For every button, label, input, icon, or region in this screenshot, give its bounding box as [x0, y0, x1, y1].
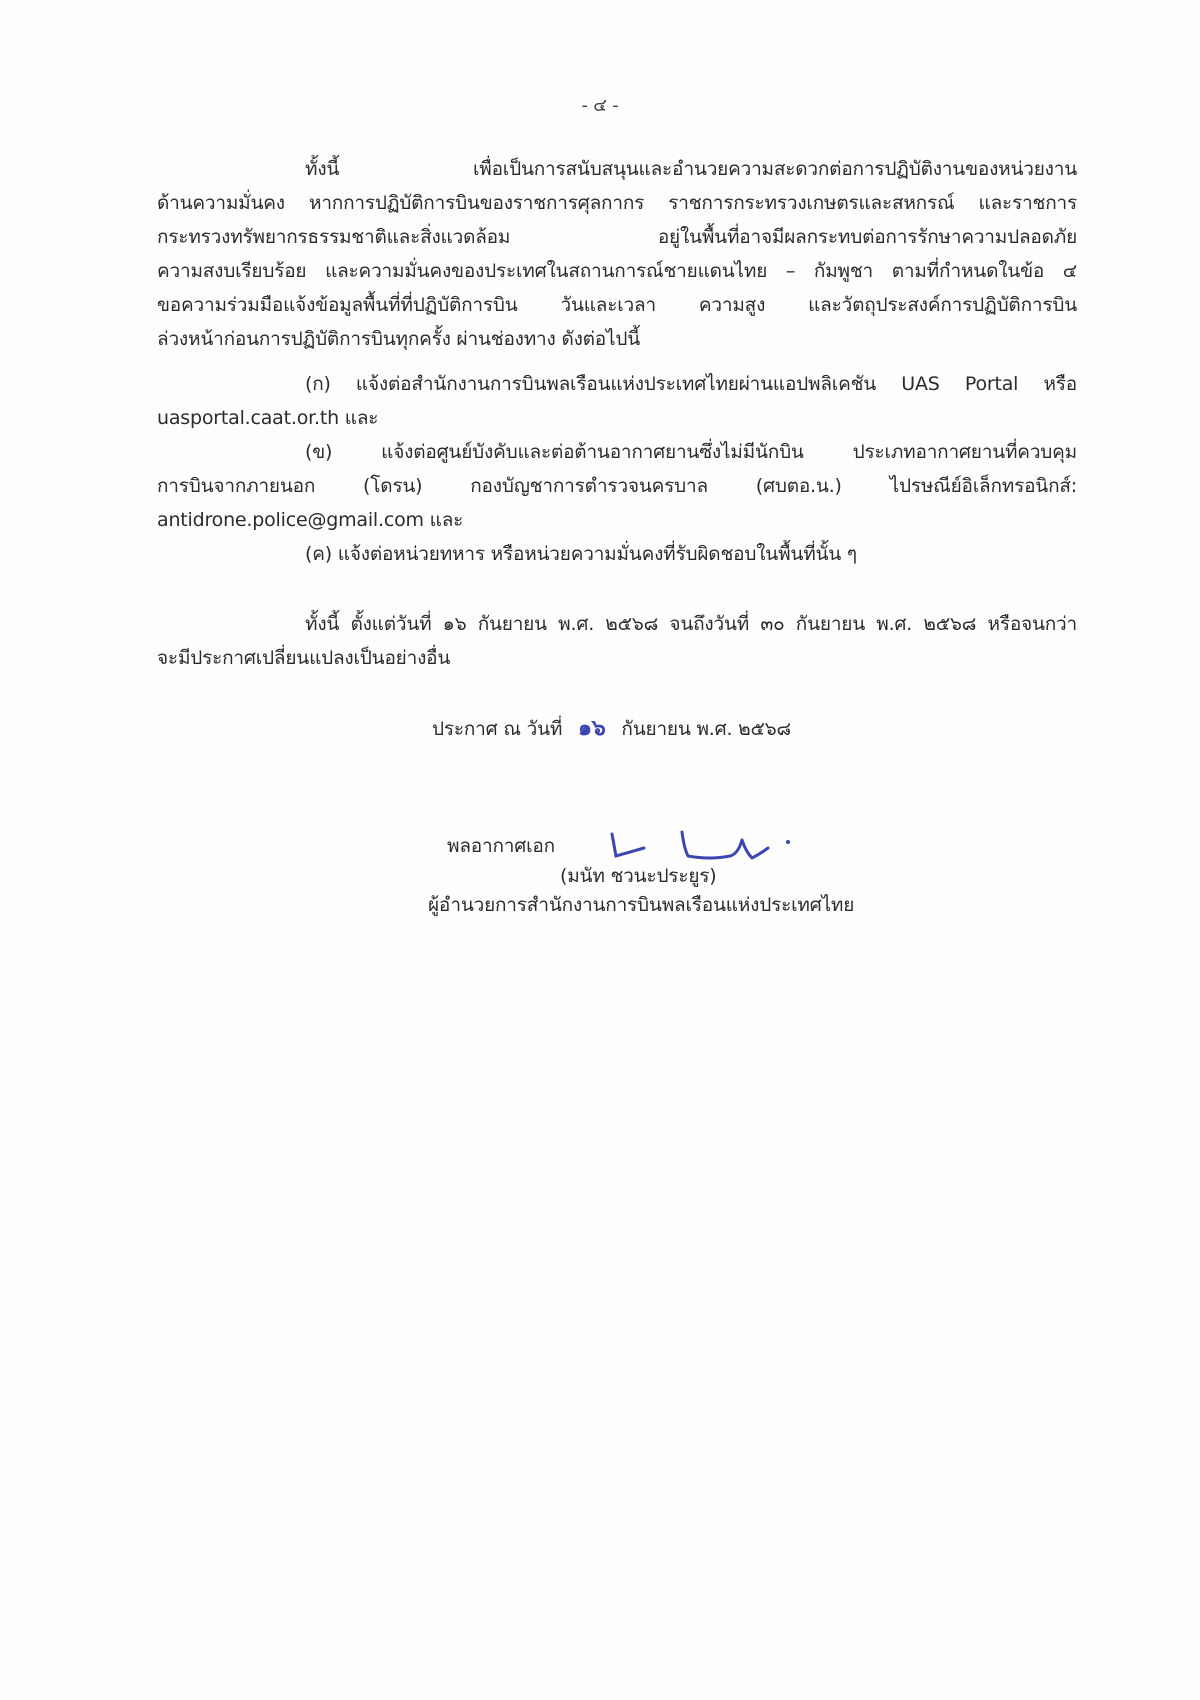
paragraph-2-line-2: จะมีประกาศเปลี่ยนแปลงเป็นอย่างอื่น: [157, 647, 451, 669]
item-kho-line-3-email: antidrone.police@gmail.com และ: [157, 509, 464, 531]
signer-name: (มนัท ชวนะประยูร): [560, 865, 717, 887]
paragraph-1-line-2: ด้านความมั่นคง หากการปฏิบัติการบินของราชการศุลกากร ราชการกระทรวงเกษตรและสหกรณ์ และราชการ: [157, 192, 1077, 214]
paragraph-2-line-1: ทั้งนี้ ตั้งแต่วันที่ ๑๖ กันยายน พ.ศ. ๒๕๖๘ จนถึงวันที่ ๓๐ กันยายน พ.ศ. ๒๕๖๘ หรือจนกว่า: [305, 613, 1077, 635]
signer-rank: พลอากาศเอก: [447, 835, 555, 857]
paragraph-1-line-6: ล่วงหน้าก่อนการปฏิบัติการบินทุกครั้ง ผ่านช่องทาง ดังต่อไปนี้: [157, 328, 641, 350]
paragraph-1-line-3: กระทรวงทรัพยากรธรรมชาติและสิ่งแวดล้อม อยู่ในพื้นที่อาจมีผลกระทบต่อการรักษาความปลอดภัย: [157, 226, 1077, 248]
item-kho-khwai-line-1: (ค) แจ้งต่อหน่วยทหาร หรือหน่วยความมั่นคงที่รับผิดชอบในพื้นที่นั้น ๆ: [305, 543, 857, 565]
handwritten-day: ๑๖: [578, 716, 606, 741]
item-kho-line-1: (ข) แจ้งต่อศูนย์บังคับและต่อต้านอากาศยานซึ่งไม่มีนักบิน ประเภทอากาศยานที่ควบคุม: [305, 441, 1077, 463]
announcement-suffix: กันยายน พ.ศ. ๒๕๖๘: [621, 718, 792, 740]
item-kho-line-2: การบินจากภายนอก (โดรน) กองบัญชาการตำรวจนครบาล (ศบตอ.น.) ไปรษณีย์อิเล็กทรอนิกส์:: [157, 475, 1077, 497]
paragraph-1-line-1: ทั้งนี้ เพื่อเป็นการสนับสนุนและอำนวยความสะดวกต่อการปฏิบัติงานของหน่วยงาน: [305, 158, 1077, 180]
announcement-date: [432, 717, 791, 741]
announcement-prefix: ประกาศ ณ วันที่: [432, 718, 563, 740]
paragraph-1-line-5: ขอความร่วมมือแจ้งข้อมูลพื้นที่ที่ปฏิบัติการบิน วันและเวลา ความสูง และวัตถุประสงค์การปฏิบัติการบิน: [157, 294, 1077, 316]
item-ko-line-2-url: uasportal.caat.or.th และ: [157, 407, 379, 429]
paragraph-1-line-4: ความสงบเรียบร้อย และความมั่นคงของประเทศในสถานการณ์ชายแดนไทย – กัมพูชา ตามที่กำหนดในข้อ ๔: [157, 260, 1077, 282]
item-ko-line-1: (ก) แจ้งต่อสำนักงานการบินพลเรือนแห่งประเทศไทยผ่านแอปพลิเคชัน UAS Portal หรือ: [305, 373, 1077, 395]
page-number: - ๔ -: [581, 95, 619, 116]
signer-position: ผู้อำนวยการสำนักงานการบินพลเรือนแห่งประเทศไทย: [428, 894, 855, 916]
